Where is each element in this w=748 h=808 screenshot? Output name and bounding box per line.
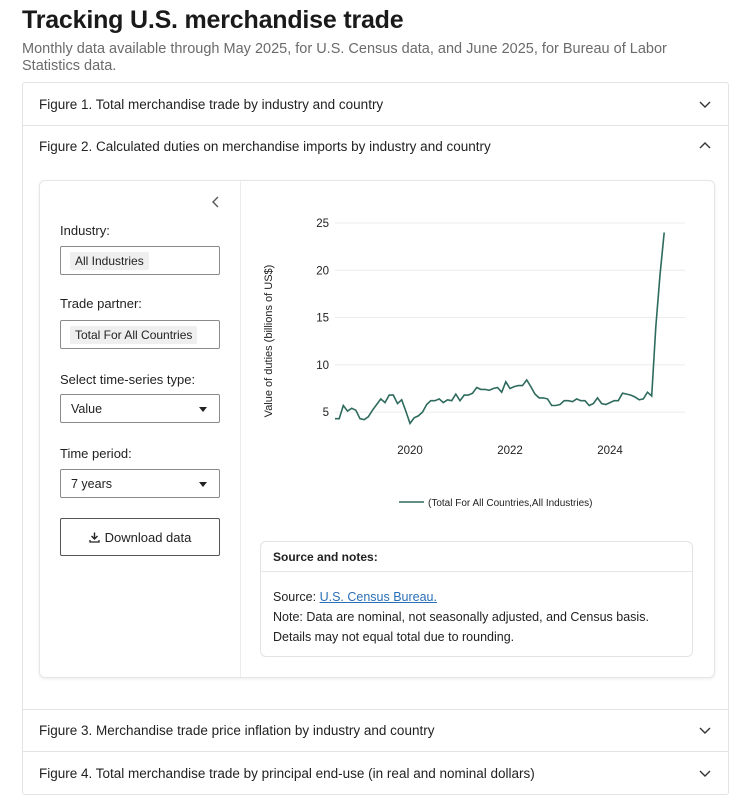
y-axis-label: Value of duties (billions of US$)	[263, 264, 275, 418]
chevron-down-icon[interactable]	[698, 97, 712, 111]
chevron-down-icon[interactable]	[698, 723, 712, 737]
figure-2-header[interactable]	[23, 125, 728, 167]
figure-3-header[interactable]	[23, 709, 728, 751]
figure-4-title: Figure 4. Total merchandise trade by principal end-use (in real and nominal dollars)	[39, 765, 535, 781]
time-period-label: Time period:	[60, 446, 132, 461]
download-data-label: Download data	[104, 529, 192, 545]
series-type-select[interactable]	[60, 394, 220, 423]
time-period-select[interactable]	[60, 469, 220, 498]
legend-label: (Total For All Countries,All Industries)	[428, 498, 593, 509]
source-prefix: Source:	[273, 590, 320, 604]
x-tick-label: 2022	[497, 445, 523, 457]
trade-partner-select[interactable]	[60, 320, 220, 349]
y-tick-label: 20	[316, 265, 329, 278]
figure-2-title: Figure 2. Calculated duties on merchandise imports by industry and country	[39, 138, 491, 154]
x-tick-label: 2020	[397, 445, 423, 457]
census-bureau-link[interactable]: U.S. Census Bureau.	[319, 590, 437, 604]
download-data-button[interactable]	[60, 518, 220, 556]
figure-1-title: Figure 1. Total merchandise trade by industry and country	[39, 96, 384, 112]
series-type-value: Value	[71, 402, 103, 416]
figures-accordion	[22, 82, 729, 795]
trade-partner-label: Trade partner:	[60, 296, 142, 311]
industry-label: Industry:	[60, 223, 110, 238]
note-text: Note: Data are nominal, not seasonally adjusted, and Census basis. Details may not equal total due to rounding.	[273, 610, 649, 644]
page-title: Tracking U.S. merchandise trade	[22, 6, 404, 34]
series-type-label: Select time-series type:	[60, 372, 196, 387]
figure-2-panel	[39, 180, 715, 678]
y-tick-label: 25	[316, 218, 329, 230]
x-tick-label: 2024	[597, 445, 623, 457]
trade-partner-chip: Total For All Countries	[70, 326, 197, 344]
chevron-up-icon[interactable]	[698, 139, 712, 153]
panel-separator	[240, 181, 241, 677]
duties-line-chart	[255, 209, 695, 519]
industry-select[interactable]	[60, 246, 220, 275]
figure-4-header[interactable]	[23, 752, 728, 794]
caret-down-icon	[199, 482, 207, 487]
page-subtitle: Monthly data available through May 2025, for U.S. Census data, and June 2025, for Bureau of Labor Statistics data.	[22, 41, 667, 74]
y-tick-label: 10	[316, 359, 329, 372]
figure-3-title: Figure 3. Merchandise trade price inflation by industry and country	[39, 722, 435, 738]
chevron-down-icon[interactable]	[698, 766, 712, 780]
source-notes-body	[273, 587, 683, 647]
time-period-value: 7 years	[71, 477, 112, 491]
chevron-left-icon[interactable]	[210, 195, 222, 209]
source-notes-heading: Source and notes:	[273, 550, 378, 564]
download-icon	[89, 532, 100, 543]
y-tick-label: 5	[322, 407, 329, 420]
industry-chip: All Industries	[70, 252, 149, 270]
divider	[261, 571, 692, 572]
figure-1-header[interactable]	[23, 83, 728, 125]
series-line	[335, 233, 664, 424]
caret-down-icon	[199, 407, 207, 412]
y-tick-label: 15	[316, 312, 329, 325]
source-notes-box	[260, 541, 693, 657]
